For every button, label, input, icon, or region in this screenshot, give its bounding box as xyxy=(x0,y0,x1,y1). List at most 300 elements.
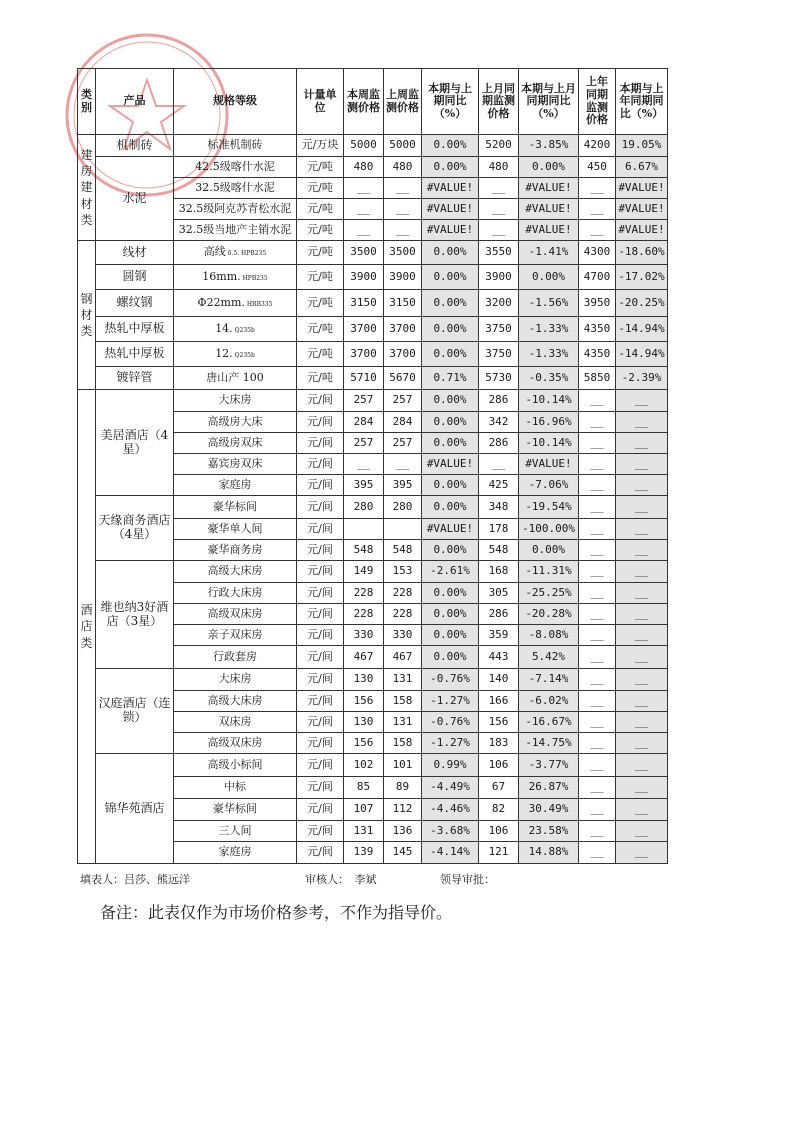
preparer-label: 填表人：吕莎、熊远洋 xyxy=(80,874,190,886)
last-year-price-cell: __ xyxy=(579,540,616,561)
week-change-cell: -1.27% xyxy=(422,691,479,712)
spec-cell xyxy=(174,669,297,691)
last-year-price-cell: __ xyxy=(579,625,616,646)
product-cell: 热轧中厚板 xyxy=(96,317,174,342)
year-change-cell: -18.60% xyxy=(616,241,668,265)
month-change-cell: -1.33% xyxy=(519,342,579,367)
price-monitoring-table xyxy=(77,68,668,864)
unit-cell: 元/间 xyxy=(297,604,344,625)
unit-cell: 元/间 xyxy=(297,691,344,712)
week-change-cell: 0.00% xyxy=(422,433,479,454)
current-price-cell: 395 xyxy=(344,475,384,496)
month-change-cell: 14.88% xyxy=(519,842,579,864)
month-change-cell: -10.14% xyxy=(519,390,579,412)
current-price-cell: 228 xyxy=(344,583,384,604)
category-cell xyxy=(78,390,96,864)
last-year-price-cell: __ xyxy=(579,712,616,733)
unit-cell: 元/吨 xyxy=(297,317,344,342)
previous-price-cell: 330 xyxy=(384,625,422,646)
last-month-price-cell: 548 xyxy=(479,540,519,561)
table-row xyxy=(78,561,668,583)
month-change-cell: 0.00% xyxy=(519,157,579,178)
unit-cell: 元/间 xyxy=(297,583,344,604)
table-row xyxy=(78,290,668,317)
year-change-cell: __ xyxy=(616,475,668,496)
previous-price-cell: 257 xyxy=(384,390,422,412)
spec-text: 42.5级喀什水泥 xyxy=(195,159,275,173)
spec-grade: 6.5. HPB235 xyxy=(225,250,267,258)
week-change-cell: -3.68% xyxy=(422,821,479,842)
spec-cell xyxy=(174,799,297,821)
unit-cell: 元/吨 xyxy=(297,342,344,367)
last-month-price-cell: 359 xyxy=(479,625,519,646)
table-header-row xyxy=(78,69,668,135)
spec-text: 16mm. xyxy=(202,269,241,283)
previous-price-cell: 228 xyxy=(384,604,422,625)
week-change-cell: 0.00% xyxy=(422,496,479,519)
spec-text: 行政套房 xyxy=(213,649,257,663)
previous-price-cell: 3900 xyxy=(384,265,422,290)
spec-cell xyxy=(174,625,297,646)
last-month-price-cell: 3200 xyxy=(479,290,519,317)
year-change-cell: __ xyxy=(616,519,668,540)
last-year-price-cell: __ xyxy=(579,433,616,454)
last-month-price-cell: 480 xyxy=(479,157,519,178)
previous-price-cell: 228 xyxy=(384,583,422,604)
category-label: 酒店类 xyxy=(80,603,93,650)
week-change-cell: 0.00% xyxy=(422,390,479,412)
last-month-price-cell: 5200 xyxy=(479,135,519,157)
last-year-price-cell: __ xyxy=(579,733,616,754)
year-change-cell: __ xyxy=(616,604,668,625)
spec-cell xyxy=(174,519,297,540)
spec-text: 高级双床房 xyxy=(207,606,263,620)
year-change-cell: -14.94% xyxy=(616,342,668,367)
signature-line xyxy=(80,871,670,889)
last-month-price-cell: 3750 xyxy=(479,317,519,342)
header-product: 产品 xyxy=(96,69,174,135)
spec-cell xyxy=(174,496,297,519)
current-price-cell: 467 xyxy=(344,646,384,669)
last-year-price-cell: __ xyxy=(579,496,616,519)
spec-cell xyxy=(174,135,297,157)
week-change-cell: 0.00% xyxy=(422,625,479,646)
current-price-cell: 156 xyxy=(344,691,384,712)
unit-cell: 元/间 xyxy=(297,712,344,733)
previous-price-cell: 153 xyxy=(384,561,422,583)
spec-text: 家庭房 xyxy=(218,845,252,859)
last-month-price-cell: 3550 xyxy=(479,241,519,265)
spec-cell xyxy=(174,561,297,583)
unit-cell: 元/间 xyxy=(297,496,344,519)
spec-text: 32.5级阿克苏青松水泥 xyxy=(178,201,292,215)
week-change-cell: -1.27% xyxy=(422,733,479,754)
previous-price-cell: 5670 xyxy=(384,367,422,390)
month-change-cell: -11.31% xyxy=(519,561,579,583)
last-year-price-cell: __ xyxy=(579,799,616,821)
week-change-cell: 0.00% xyxy=(422,241,479,265)
previous-price-cell: 480 xyxy=(384,157,422,178)
last-year-price-cell: __ xyxy=(579,561,616,583)
month-change-cell: #VALUE! xyxy=(519,454,579,475)
spec-cell xyxy=(174,712,297,733)
header-year-change: 本期与上年同期同比（%） xyxy=(616,69,668,135)
previous-price-cell: __ xyxy=(384,220,422,241)
spec-text: 14. xyxy=(215,321,233,335)
year-change-cell: __ xyxy=(616,646,668,669)
previous-price-cell: 280 xyxy=(384,496,422,519)
previous-price-cell: 145 xyxy=(384,842,422,864)
spec-cell xyxy=(174,777,297,799)
week-change-cell: 0.71% xyxy=(422,367,479,390)
month-change-cell: 26.87% xyxy=(519,777,579,799)
last-year-price-cell: __ xyxy=(579,691,616,712)
product-cell: 圆钢 xyxy=(96,265,174,290)
month-change-cell: -1.41% xyxy=(519,241,579,265)
previous-price-cell: 89 xyxy=(384,777,422,799)
unit-cell: 元/万块 xyxy=(297,135,344,157)
week-change-cell: 0.00% xyxy=(422,540,479,561)
month-change-cell: -16.67% xyxy=(519,712,579,733)
month-change-cell: -7.14% xyxy=(519,669,579,691)
month-change-cell: #VALUE! xyxy=(519,220,579,241)
previous-price-cell xyxy=(384,519,422,540)
product-group-cell: 汉庭酒店（连锁） xyxy=(96,669,174,754)
month-change-cell: -7.06% xyxy=(519,475,579,496)
spec-text: 12. xyxy=(215,346,233,360)
spec-cell xyxy=(174,454,297,475)
spec-cell xyxy=(174,842,297,864)
last-month-price-cell: __ xyxy=(479,220,519,241)
last-year-price-cell: 4300 xyxy=(579,241,616,265)
year-change-cell: #VALUE! xyxy=(616,178,668,199)
week-change-cell: #VALUE! xyxy=(422,220,479,241)
spec-text: 标准机制砖 xyxy=(207,138,263,152)
spec-cell xyxy=(174,178,297,199)
previous-price-cell: __ xyxy=(384,178,422,199)
spec-text: 32.5级当地产主销水泥 xyxy=(178,222,292,236)
table-row xyxy=(78,157,668,178)
unit-cell: 元/间 xyxy=(297,842,344,864)
week-change-cell: 0.00% xyxy=(422,135,479,157)
month-change-cell: -3.77% xyxy=(519,754,579,777)
spec-cell xyxy=(174,290,297,317)
unit-cell: 元/间 xyxy=(297,799,344,821)
last-month-price-cell: 67 xyxy=(479,777,519,799)
spec-cell xyxy=(174,691,297,712)
last-year-price-cell: __ xyxy=(579,199,616,220)
week-change-cell: #VALUE! xyxy=(422,199,479,220)
spec-cell xyxy=(174,433,297,454)
previous-price-cell: 158 xyxy=(384,691,422,712)
current-price-cell: 330 xyxy=(344,625,384,646)
spec-text: 32.5级喀什水泥 xyxy=(195,180,275,194)
last-month-price-cell: 121 xyxy=(479,842,519,864)
last-month-price-cell: 3900 xyxy=(479,265,519,290)
year-change-cell: -14.94% xyxy=(616,317,668,342)
unit-cell: 元/间 xyxy=(297,777,344,799)
last-year-price-cell: __ xyxy=(579,412,616,433)
last-month-price-cell: 342 xyxy=(479,412,519,433)
year-change-cell: 19.05% xyxy=(616,135,668,157)
previous-price-cell: 5000 xyxy=(384,135,422,157)
week-change-cell: 0.99% xyxy=(422,754,479,777)
month-change-cell: 0.00% xyxy=(519,540,579,561)
last-year-price-cell: __ xyxy=(579,475,616,496)
month-change-cell: -1.33% xyxy=(519,317,579,342)
current-price-cell: 107 xyxy=(344,799,384,821)
spec-text: 高级大床房 xyxy=(207,564,263,578)
week-change-cell: -0.76% xyxy=(422,712,479,733)
spec-text: 中标 xyxy=(224,780,246,794)
last-year-price-cell: 4700 xyxy=(579,265,616,290)
spec-text: 亲子双床房 xyxy=(207,627,263,641)
previous-price-cell: 3150 xyxy=(384,290,422,317)
spec-text: 高级房双床 xyxy=(207,435,263,449)
product-group-cell: 美居酒店（4星） xyxy=(96,390,174,496)
year-change-cell: __ xyxy=(616,412,668,433)
last-month-price-cell: 443 xyxy=(479,646,519,669)
last-month-price-cell: 178 xyxy=(479,519,519,540)
week-change-cell: 0.00% xyxy=(422,290,479,317)
spec-cell xyxy=(174,265,297,290)
current-price-cell: 3900 xyxy=(344,265,384,290)
month-change-cell: -10.14% xyxy=(519,433,579,454)
previous-price-cell: 3500 xyxy=(384,241,422,265)
current-price-cell: 3700 xyxy=(344,342,384,367)
spec-text: 行政大床房 xyxy=(207,585,263,599)
unit-cell: 元/吨 xyxy=(297,220,344,241)
spec-text: 嘉宾房双床 xyxy=(207,456,263,470)
spec-text: 大床房 xyxy=(218,672,252,686)
month-change-cell: #VALUE! xyxy=(519,199,579,220)
product-group-cell: 锦华苑酒店 xyxy=(96,754,174,864)
current-price-cell: 149 xyxy=(344,561,384,583)
last-month-price-cell: 166 xyxy=(479,691,519,712)
month-change-cell: 5.42% xyxy=(519,646,579,669)
year-change-cell: #VALUE! xyxy=(616,199,668,220)
unit-cell: 元/间 xyxy=(297,390,344,412)
table-row xyxy=(78,317,668,342)
current-price-cell: 548 xyxy=(344,540,384,561)
category-label: 建房建材类 xyxy=(80,148,93,227)
current-price-cell: 280 xyxy=(344,496,384,519)
unit-cell: 元/间 xyxy=(297,733,344,754)
table-row xyxy=(78,496,668,519)
spec-text: 高级大床房 xyxy=(207,693,263,707)
month-change-cell: 0.00% xyxy=(519,265,579,290)
week-change-cell: 0.00% xyxy=(422,317,479,342)
unit-cell: 元/间 xyxy=(297,754,344,777)
spec-text: 高级小标间 xyxy=(207,757,263,771)
current-price-cell: 5000 xyxy=(344,135,384,157)
header-last-month-price: 上月同期监测价格 xyxy=(479,69,519,135)
month-change-cell: 30.49% xyxy=(519,799,579,821)
reviewer-label: 审核人： 李斌 xyxy=(305,874,377,886)
unit-cell: 元/间 xyxy=(297,540,344,561)
category-label: 钢材类 xyxy=(80,291,93,339)
last-year-price-cell: __ xyxy=(579,669,616,691)
last-year-price-cell: __ xyxy=(579,454,616,475)
table-row xyxy=(78,669,668,691)
last-year-price-cell: __ xyxy=(579,754,616,777)
unit-cell: 元/间 xyxy=(297,475,344,496)
header-unit: 计量单位 xyxy=(297,69,344,135)
current-price-cell: 3700 xyxy=(344,317,384,342)
current-price-cell: 228 xyxy=(344,604,384,625)
week-change-cell: 0.00% xyxy=(422,412,479,433)
year-change-cell: -17.02% xyxy=(616,265,668,290)
year-change-cell: __ xyxy=(616,561,668,583)
spec-text: 高线 xyxy=(203,245,226,259)
current-price-cell: 139 xyxy=(344,842,384,864)
spec-cell xyxy=(174,317,297,342)
year-change-cell: __ xyxy=(616,733,668,754)
week-change-cell: 0.00% xyxy=(422,265,479,290)
header-spec: 规格等级 xyxy=(174,69,297,135)
header-week-change: 本期与上期同比（%） xyxy=(422,69,479,135)
week-change-cell: -4.14% xyxy=(422,842,479,864)
week-change-cell: -0.76% xyxy=(422,669,479,691)
unit-cell: 元/间 xyxy=(297,454,344,475)
year-change-cell: __ xyxy=(616,583,668,604)
spec-grade: HPB235 xyxy=(240,274,268,282)
spec-cell xyxy=(174,821,297,842)
month-change-cell: -6.02% xyxy=(519,691,579,712)
table-row xyxy=(78,241,668,265)
spec-text: 豪华商务房 xyxy=(207,542,263,556)
current-price-cell: 85 xyxy=(344,777,384,799)
last-month-price-cell: 82 xyxy=(479,799,519,821)
year-change-cell: __ xyxy=(616,433,668,454)
unit-cell: 元/间 xyxy=(297,646,344,669)
last-year-price-cell: 3950 xyxy=(579,290,616,317)
spec-text: 高级房大床 xyxy=(207,414,263,428)
previous-price-cell: 284 xyxy=(384,412,422,433)
year-change-cell: __ xyxy=(616,842,668,864)
year-change-cell: __ xyxy=(616,496,668,519)
last-month-price-cell: 348 xyxy=(479,496,519,519)
year-change-cell: -20.25% xyxy=(616,290,668,317)
year-change-cell: __ xyxy=(616,691,668,712)
month-change-cell: -3.85% xyxy=(519,135,579,157)
table-row xyxy=(78,367,668,390)
year-change-cell: __ xyxy=(616,669,668,691)
unit-cell: 元/吨 xyxy=(297,367,344,390)
spec-text: 豪华标间 xyxy=(213,802,257,816)
month-change-cell: -100.00% xyxy=(519,519,579,540)
product-cell: 镀锌管 xyxy=(96,367,174,390)
week-change-cell: 0.00% xyxy=(422,157,479,178)
spec-cell xyxy=(174,220,297,241)
current-price-cell: 130 xyxy=(344,669,384,691)
previous-price-cell: 158 xyxy=(384,733,422,754)
spec-text: 家庭房 xyxy=(218,477,252,491)
current-price-cell xyxy=(344,519,384,540)
header-current-price: 本周监测价格 xyxy=(344,69,384,135)
spec-cell xyxy=(174,754,297,777)
previous-price-cell: __ xyxy=(384,199,422,220)
last-month-price-cell: 305 xyxy=(479,583,519,604)
last-year-price-cell: __ xyxy=(579,390,616,412)
last-month-price-cell: 3750 xyxy=(479,342,519,367)
previous-price-cell: __ xyxy=(384,454,422,475)
spec-cell xyxy=(174,733,297,754)
unit-cell: 元/间 xyxy=(297,821,344,842)
year-change-cell: __ xyxy=(616,799,668,821)
last-month-price-cell: 168 xyxy=(479,561,519,583)
header-month-change: 本期与上月同期同比（%） xyxy=(519,69,579,135)
last-year-price-cell: __ xyxy=(579,178,616,199)
week-change-cell: -4.46% xyxy=(422,799,479,821)
previous-price-cell: 467 xyxy=(384,646,422,669)
table-row xyxy=(78,265,668,290)
previous-price-cell: 136 xyxy=(384,821,422,842)
spec-cell xyxy=(174,540,297,561)
last-year-price-cell: __ xyxy=(579,220,616,241)
last-month-price-cell: __ xyxy=(479,199,519,220)
current-price-cell: __ xyxy=(344,454,384,475)
current-price-cell: 3150 xyxy=(344,290,384,317)
month-change-cell: 23.58% xyxy=(519,821,579,842)
previous-price-cell: 131 xyxy=(384,669,422,691)
previous-price-cell: 395 xyxy=(384,475,422,496)
category-cell xyxy=(78,241,96,390)
product-cell: 线材 xyxy=(96,241,174,265)
header-previous-price: 上周监测价格 xyxy=(384,69,422,135)
year-change-cell: __ xyxy=(616,777,668,799)
product-cell: 螺纹钢 xyxy=(96,290,174,317)
previous-price-cell: 548 xyxy=(384,540,422,561)
last-month-price-cell: 286 xyxy=(479,433,519,454)
previous-price-cell: 101 xyxy=(384,754,422,777)
week-change-cell: 0.00% xyxy=(422,342,479,367)
current-price-cell: 3500 xyxy=(344,241,384,265)
last-year-price-cell: __ xyxy=(579,821,616,842)
week-change-cell: #VALUE! xyxy=(422,519,479,540)
month-change-cell: -19.54% xyxy=(519,496,579,519)
spec-cell xyxy=(174,604,297,625)
week-change-cell: #VALUE! xyxy=(422,178,479,199)
year-change-cell: -2.39% xyxy=(616,367,668,390)
unit-cell: 元/吨 xyxy=(297,178,344,199)
last-month-price-cell: 286 xyxy=(479,390,519,412)
last-year-price-cell: 5850 xyxy=(579,367,616,390)
unit-cell: 元/吨 xyxy=(297,290,344,317)
week-change-cell: 0.00% xyxy=(422,475,479,496)
unit-cell: 元/间 xyxy=(297,519,344,540)
last-month-price-cell: 425 xyxy=(479,475,519,496)
spec-cell xyxy=(174,412,297,433)
week-change-cell: 0.00% xyxy=(422,583,479,604)
current-price-cell: 102 xyxy=(344,754,384,777)
previous-price-cell: 112 xyxy=(384,799,422,821)
header-category: 类别 xyxy=(78,69,96,135)
current-price-cell: 156 xyxy=(344,733,384,754)
last-year-price-cell: __ xyxy=(579,519,616,540)
last-year-price-cell: __ xyxy=(579,842,616,864)
year-change-cell: __ xyxy=(616,625,668,646)
last-month-price-cell: 156 xyxy=(479,712,519,733)
last-month-price-cell: __ xyxy=(479,178,519,199)
previous-price-cell: 3700 xyxy=(384,317,422,342)
table-row xyxy=(78,342,668,367)
year-change-cell: __ xyxy=(616,390,668,412)
current-price-cell: __ xyxy=(344,199,384,220)
header-last-year-price: 上年同期监测价格 xyxy=(579,69,616,135)
spec-cell xyxy=(174,241,297,265)
year-change-cell: __ xyxy=(616,712,668,733)
